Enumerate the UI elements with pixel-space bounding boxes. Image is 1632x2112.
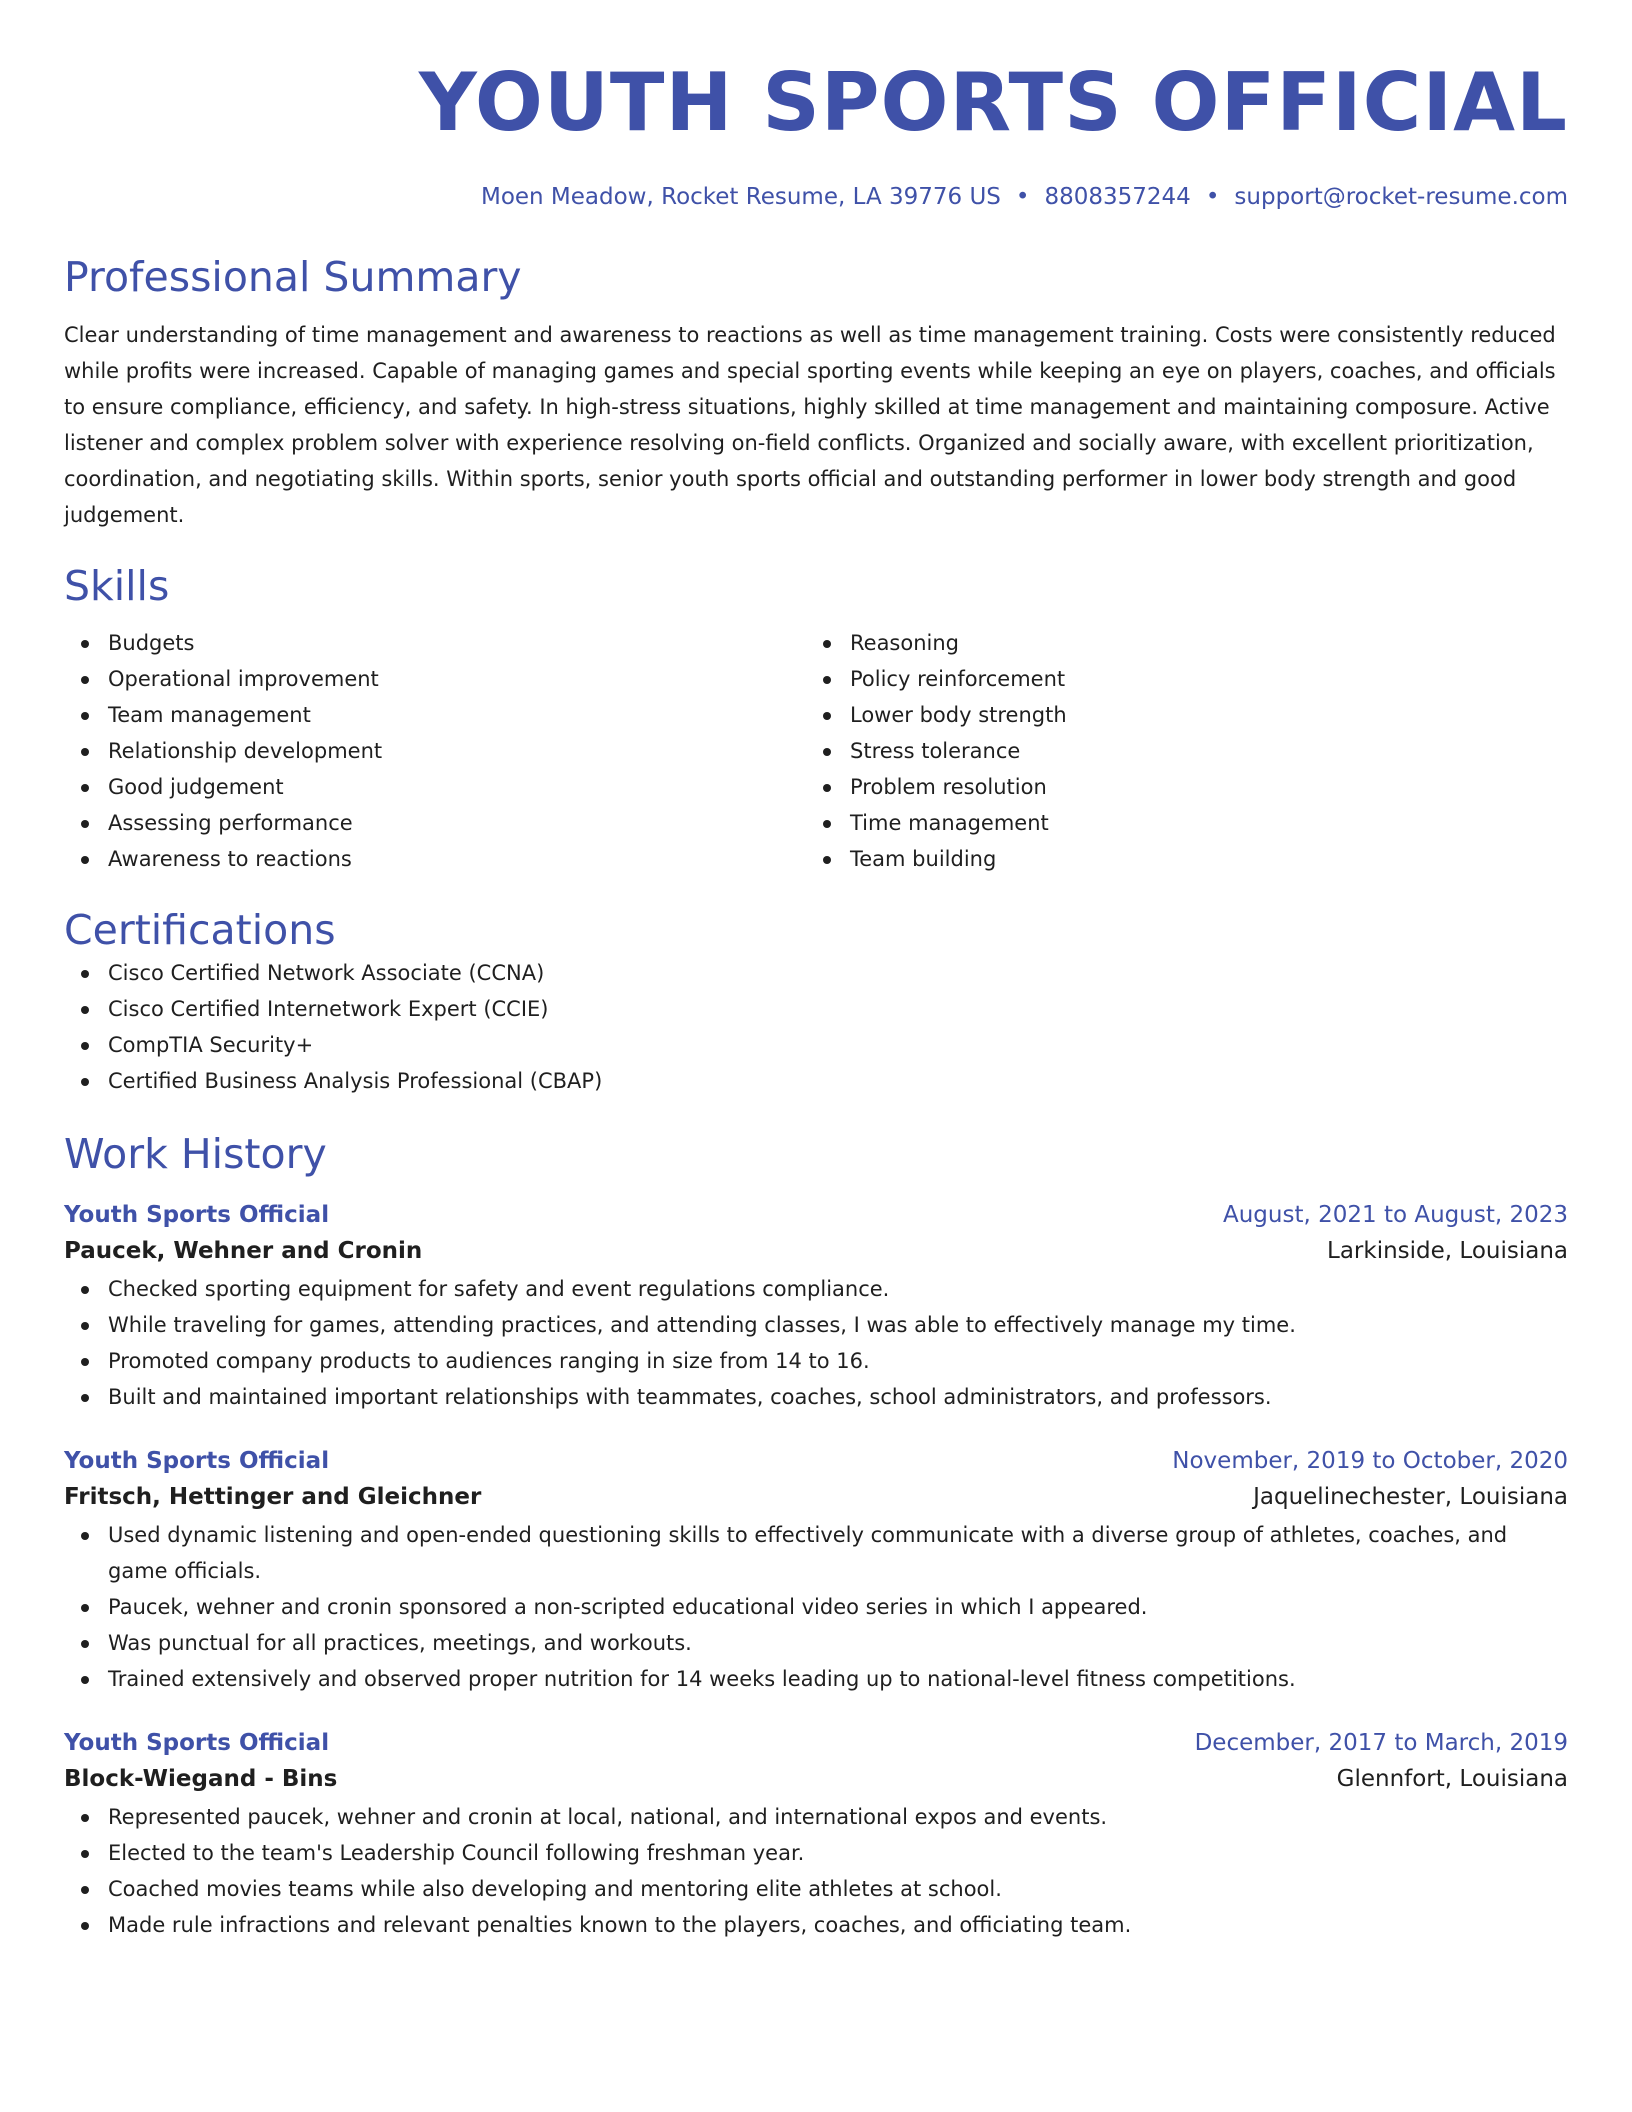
skill-item: Stress tolerance: [806, 733, 1548, 769]
job-dates: November, 2019 to October, 2020: [1172, 1448, 1568, 1474]
work-history-heading: Work History: [64, 1130, 327, 1178]
job-duty: Used dynamic listening and open-ended questioning skills to effectively communicate with a diverse group of athletes, coaches, and game officials.: [64, 1517, 1568, 1589]
job-title: Youth Sports Official: [64, 1448, 330, 1474]
job-duty: Made rule infractions and relevant penalties known to the players, coaches, and officiating team.: [64, 1907, 1568, 1943]
job-entry: [64, 1199, 1568, 1415]
skill-item: Awareness to reactions: [64, 841, 806, 877]
skill-item: Team building: [806, 841, 1548, 877]
certification-item: Cisco Certified Internetwork Expert (CCIE): [64, 991, 1568, 1027]
skill-item: Operational improvement: [64, 661, 806, 697]
certifications-list: [64, 955, 1568, 1099]
job-entry: [64, 1445, 1568, 1697]
job-duty: Built and maintained important relationships with teammates, coaches, school administrators, and professors.: [64, 1379, 1568, 1415]
certification-item: CompTIA Security+: [64, 1027, 1568, 1063]
skills-heading: Skills: [64, 562, 170, 610]
skill-item: Time management: [806, 805, 1548, 841]
job-duty: Represented paucek, wehner and cronin at local, national, and international expos and events.: [64, 1799, 1568, 1835]
job-company: Fritsch, Hettinger and Gleichner: [64, 1484, 482, 1510]
job-duty: Was punctual for all practices, meetings, and workouts.: [64, 1625, 1568, 1661]
resume-name: YOUTH SPORTS OFFICIAL: [418, 56, 1568, 149]
job-title: Youth Sports Official: [64, 1730, 330, 1756]
job-company-row: [64, 1231, 1568, 1271]
certifications-heading: Certifications: [64, 906, 336, 954]
skills-grid: [64, 625, 1568, 877]
job-header-row: [64, 1727, 1568, 1759]
job-company: Paucek, Wehner and Cronin: [64, 1238, 423, 1264]
job-dates: August, 2021 to August, 2023: [1223, 1202, 1568, 1228]
summary-heading: Professional Summary: [64, 253, 522, 301]
job-header-row: [64, 1199, 1568, 1231]
contact-separator: •: [1205, 184, 1220, 210]
contact-line: [64, 182, 1568, 212]
certification-item: Certified Business Analysis Professional (CBAP): [64, 1063, 1568, 1099]
contact-phone: 8808357244: [1044, 184, 1191, 210]
contact-email: support@rocket-resume.com: [1234, 184, 1568, 210]
skill-item: Reasoning: [806, 625, 1548, 661]
job-duty: Elected to the team's Leadership Council following freshman year.: [64, 1835, 1568, 1871]
skill-item: Good judgement: [64, 769, 806, 805]
job-duties-list: [64, 1517, 1568, 1697]
skill-item: Team management: [64, 697, 806, 733]
job-duty: While traveling for games, attending practices, and attending classes, I was able to effectively manage my time.: [64, 1307, 1568, 1343]
job-location: Jaquelinechester, Louisiana: [1253, 1484, 1568, 1510]
job-location: Larkinside, Louisiana: [1327, 1238, 1568, 1264]
job-company: Block-Wiegand - Bins: [64, 1766, 338, 1792]
skill-item: Assessing performance: [64, 805, 806, 841]
skill-item: Relationship development: [64, 733, 806, 769]
job-duties-list: [64, 1271, 1568, 1415]
certification-item: Cisco Certified Network Associate (CCNA): [64, 955, 1568, 991]
job-company-row: [64, 1477, 1568, 1517]
contact-separator: •: [1015, 184, 1030, 210]
job-duty: Promoted company products to audiences ranging in size from 14 to 16.: [64, 1343, 1568, 1379]
contact-address: Moen Meadow, Rocket Resume, LA 39776 US: [480, 184, 1001, 210]
skill-item: Policy reinforcement: [806, 661, 1548, 697]
job-duty: Paucek, wehner and cronin sponsored a non-scripted educational video series in which I appeared.: [64, 1589, 1568, 1625]
job-header-row: [64, 1445, 1568, 1477]
job-location: Glennfort, Louisiana: [1336, 1766, 1568, 1792]
summary-text: Clear understanding of time management and awareness to reactions as well as time management training. Costs were consistently reduced while profits were increased. Capable of managing games and special sporting events while keeping an eye on players, coaches, and officials to ensure compliance, efficiency, and safety. In high-stress situations, highly skilled at time management and maintaining composure. Active listener and complex problem solver with experience resolving on-field conflicts. Organized and socially aware, with excellent prioritization, coordination, and negotiating skills. Within sports, senior youth sports official and outstanding performer in lower body strength and good judgement.: [64, 323, 1556, 527]
job-entry: [64, 1727, 1568, 1943]
skill-item: Problem resolution: [806, 769, 1548, 805]
job-title: Youth Sports Official: [64, 1202, 330, 1228]
job-duty: Coached movies teams while also developing and mentoring elite athletes at school.: [64, 1871, 1568, 1907]
job-dates: December, 2017 to March, 2019: [1194, 1730, 1568, 1756]
skill-item: Budgets: [64, 625, 806, 661]
job-company-row: [64, 1759, 1568, 1799]
skill-item: Lower body strength: [806, 697, 1548, 733]
skills-list-left: [64, 625, 806, 877]
job-duties-list: [64, 1799, 1568, 1943]
job-duty: Trained extensively and observed proper nutrition for 14 weeks leading up to national-level fitness competitions.: [64, 1661, 1568, 1697]
skills-list-right: [806, 625, 1548, 877]
job-duty: Checked sporting equipment for safety and event regulations compliance.: [64, 1271, 1568, 1307]
